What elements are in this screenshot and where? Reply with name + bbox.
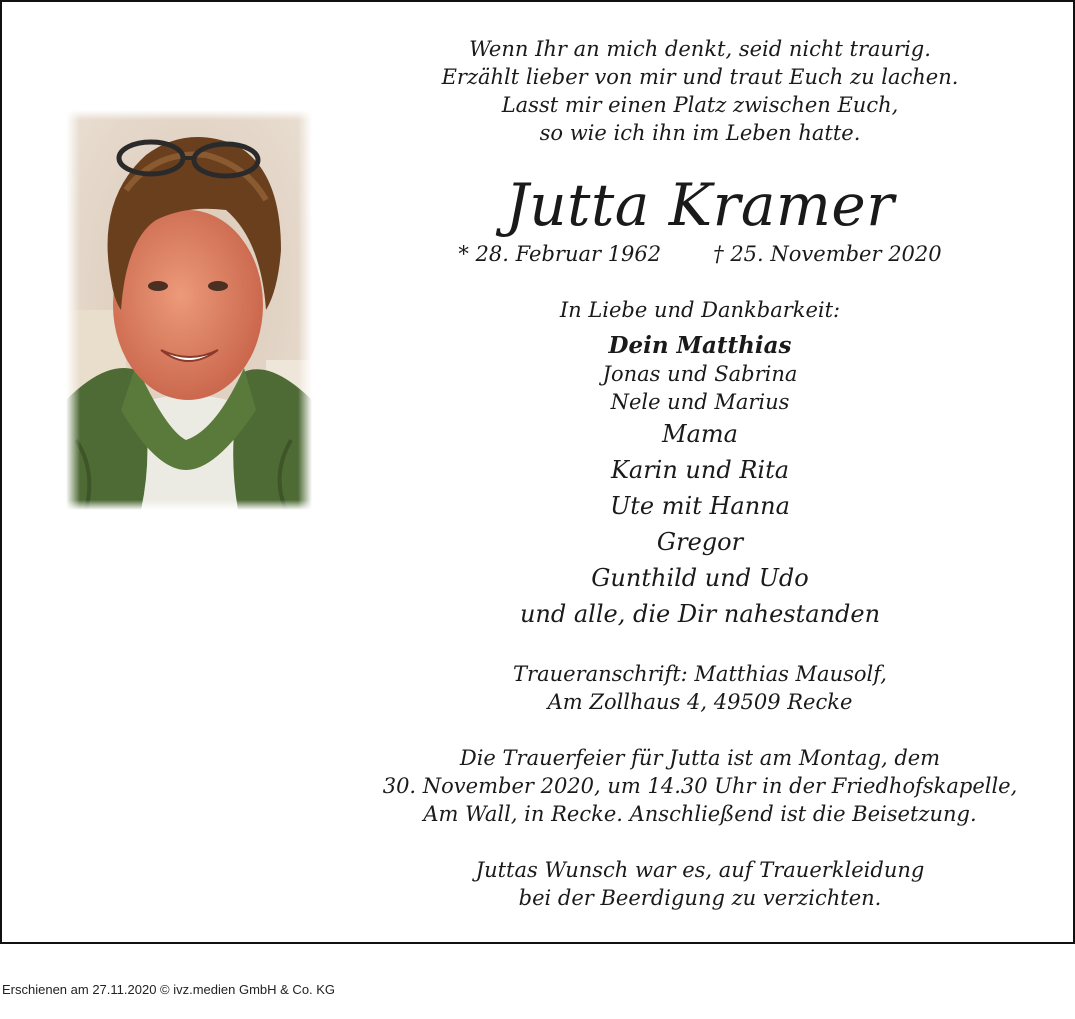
dress-code-wish <box>380 856 1020 912</box>
mourner-family: und alle, die Dir nahestanden <box>519 600 881 628</box>
portrait-photo <box>66 110 312 510</box>
mourners-list <box>380 332 1020 632</box>
poem-line: Wenn Ihr an mich denkt, seid nicht traurig. <box>469 37 931 61</box>
portrait-illustration <box>66 110 312 510</box>
mourner-family: Ute mit Hanna <box>610 492 790 520</box>
death-date: † 25. November 2020 <box>713 242 942 266</box>
birth-date: * 28. Februar 1962 <box>458 242 662 266</box>
mourner-children: Jonas und Sabrina <box>602 362 798 386</box>
mourner-family: Mama <box>662 420 738 448</box>
poem-line: Lasst mir einen Platz zwischen Euch, <box>501 93 899 117</box>
ceremony-line: 30. November 2020, um 14.30 Uhr in der Friedhofskapelle, <box>382 774 1018 798</box>
deceased-name: Jutta Kramer <box>505 171 895 239</box>
poem-line: so wie ich ihn im Leben hatte. <box>539 121 861 145</box>
ceremony-info <box>380 744 1020 828</box>
wish-line: Juttas Wunsch war es, auf Trauerkleidung <box>475 858 925 882</box>
poem-line: Erzählt lieber von mir und traut Euch zu lachen. <box>441 65 959 89</box>
mourner-family: Gunthild und Udo <box>591 564 809 592</box>
poem <box>380 35 1020 147</box>
mourner-children: Nele und Marius <box>610 390 790 414</box>
mourner-family: Gregor <box>656 528 744 556</box>
address-line: Am Zollhaus 4, 49509 Recke <box>547 690 853 714</box>
life-dates <box>380 240 1020 268</box>
address-line: Traueranschrift: Matthias Mausolf, <box>513 662 887 686</box>
wish-line: bei der Beerdigung zu verzichten. <box>518 886 882 910</box>
dedication: In Liebe und Dankbarkeit: <box>559 298 841 322</box>
ceremony-line: Am Wall, in Recke. Anschließend ist die Beisetzung. <box>423 802 977 826</box>
ceremony-line: Die Trauerfeier für Jutta ist am Montag, dem <box>459 746 941 770</box>
mourner-family: Karin und Rita <box>610 456 790 484</box>
mourner-primary: Dein Matthias <box>608 332 792 359</box>
mourning-address <box>380 660 1020 716</box>
publication-footer: Erschienen am 27.11.2020 © ivz.medien GmbH & Co. KG <box>2 982 336 997</box>
